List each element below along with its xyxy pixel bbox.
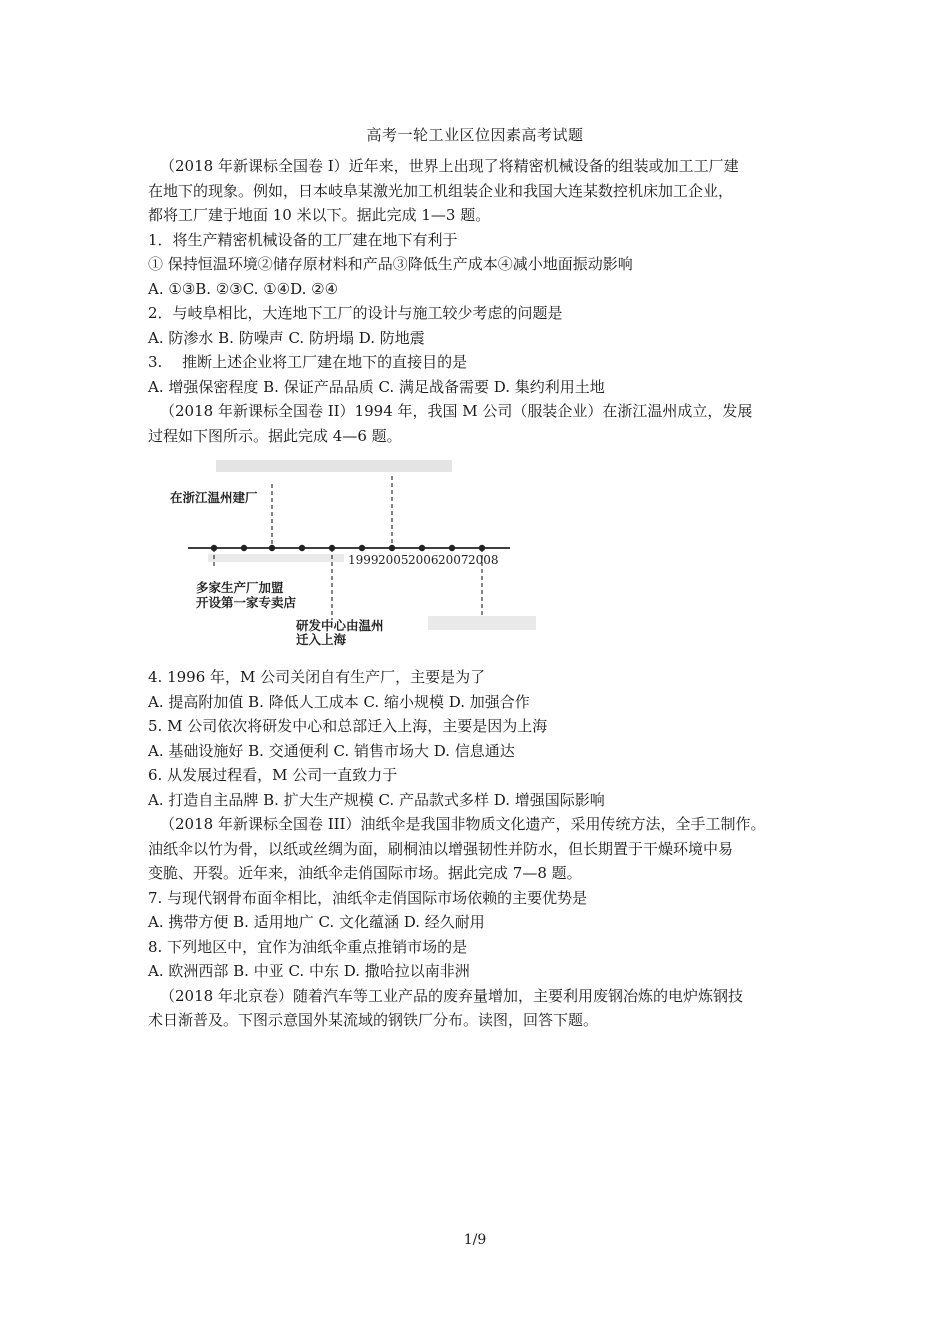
year-label: 2005 bbox=[378, 553, 409, 567]
section-1-intro-line: （2018 年新课标全国卷 I）近年来，世界上出现了将精密机械设备的组装或加工工厂建 bbox=[160, 157, 739, 175]
section-3-intro-line: （2018 年新课标全国卷 III）油纸伞是我国非物质文化遗产，采用传统方法，全手工制作。 bbox=[160, 815, 766, 833]
section-1-intro-line: 在地下的现象。例如，日本岐阜某激光加工机组装企业和我国大连某数控机床加工企业， bbox=[148, 181, 734, 200]
timeline-figure bbox=[160, 456, 540, 652]
timeline-dot bbox=[241, 545, 247, 551]
timeline-dot bbox=[299, 545, 305, 551]
question-1-options: A. ①③B. ②③C. ①④D. ②④ bbox=[148, 279, 339, 298]
question-2-options: A. 防渗水 B. 防噪声 C. 防坍塌 D. 防地震 bbox=[148, 328, 425, 347]
label-move-shanghai: 迁入上海 bbox=[296, 632, 347, 647]
question-5: 5. M 公司依次将研发中心和总部迁入上海，主要是因为上海 bbox=[148, 717, 548, 735]
label-rd-center: 研发中心由温州 bbox=[296, 618, 384, 633]
question-4: 4. 1996 年，M 公司关闭自有生产厂，主要是为了 bbox=[148, 668, 486, 686]
section-2-intro-line: 过程如下图所示。据此完成 4—6 题。 bbox=[148, 426, 402, 445]
question-5-options: A. 基础设施好 B. 交通便利 C. 销售市场大 D. 信息通达 bbox=[148, 741, 515, 760]
year-label: 2008 bbox=[468, 553, 499, 567]
section-1-intro-line: 都将工厂建于地面 10 米以下。据此完成 1—3 题。 bbox=[148, 206, 491, 224]
blurred-label bbox=[216, 460, 452, 472]
section-1 bbox=[148, 154, 808, 448]
question-4-options: A. 提高附加值 B. 降低人工成本 C. 缩小规模 D. 加强合作 bbox=[148, 692, 530, 711]
section-2-intro-line: （2018 年新课标全国卷 II）1994 年，我国 M 公司（服装企业）在浙江温州成立，发展 bbox=[160, 402, 753, 420]
timeline-dot bbox=[269, 545, 275, 551]
timeline-dot bbox=[359, 545, 365, 551]
question-6-options: A. 打造自主品牌 B. 扩大生产规模 C. 产品款式多样 D. 增强国际影响 bbox=[148, 790, 605, 809]
label-build-factory: 在浙江温州建厂 bbox=[170, 490, 258, 505]
question-3-options: A. 增强保密程度 B. 保证产品品质 C. 满足战备需要 D. 集约利用土地 bbox=[148, 377, 605, 396]
question-7: 7. 与现代钢骨布面伞相比，油纸伞走俏国际市场依赖的主要优势是 bbox=[148, 888, 588, 907]
timeline-dot bbox=[419, 545, 425, 551]
question-7-options: A. 携带方便 B. 适用地广 C. 文化蕴涵 D. 经久耐用 bbox=[148, 913, 485, 931]
timeline-dot bbox=[449, 545, 455, 551]
page-title: 高考一轮工业区位因素高考试题 bbox=[366, 126, 584, 144]
timeline-dot bbox=[479, 545, 485, 551]
blurred-label bbox=[428, 616, 536, 630]
question-8-options: A. 欧洲西部 B. 中亚 C. 中东 D. 撒哈拉以南非洲 bbox=[148, 962, 470, 980]
timeline-dot bbox=[211, 545, 217, 551]
question-1: 1．将生产精密机械设备的工厂建在地下有利于 bbox=[148, 230, 458, 249]
question-3: 3. 推断上述企业将工厂建在地下的直接目的是 bbox=[148, 353, 468, 371]
section-2-questions bbox=[148, 665, 808, 1033]
question-1-items: ① 保持恒温环境②储存原材料和产品③降低生产成本④减小地面振动影响 bbox=[148, 255, 633, 273]
question-2: 2．与岐阜相比，大连地下工厂的设计与施工较少考虑的问题是 bbox=[148, 304, 563, 322]
section-3-intro-line: 油纸伞以竹为骨，以纸或丝绸为面，刷桐油以增强韧性并防水，但长期置于干燥环境中易 bbox=[148, 839, 734, 858]
year-label: 1999 bbox=[348, 553, 379, 567]
question-6: 6. 从发展过程看，M 公司一直致力于 bbox=[148, 766, 398, 784]
blurred-years bbox=[208, 554, 344, 562]
timeline-dot bbox=[389, 545, 395, 551]
year-label: 2006 bbox=[408, 553, 439, 567]
label-franchise: 多家生产厂加盟 bbox=[196, 580, 284, 595]
section-3-intro-line: 变脆、开裂。近年来，油纸伞走俏国际市场。据此完成 7—8 题。 bbox=[148, 864, 582, 882]
question-8: 8. 下列地区中，宜作为油纸伞重点推销市场的是 bbox=[148, 937, 468, 956]
page-number: 1/9 bbox=[463, 1232, 487, 1248]
label-first-store: 开设第一家专卖店 bbox=[196, 595, 297, 610]
timeline-dot bbox=[329, 545, 335, 551]
section-4-intro-line: 术日渐普及。下图示意国外某流域的钢铁厂分布。读图，回答下题。 bbox=[148, 1011, 599, 1029]
timeline-svg bbox=[160, 456, 540, 652]
year-label: 2007 bbox=[438, 553, 469, 567]
section-4-intro-line: （2018 年北京卷）随着汽车等工业产品的废弃量增加，主要利用废钢冶炼的电炉炼钢技 bbox=[160, 986, 743, 1005]
